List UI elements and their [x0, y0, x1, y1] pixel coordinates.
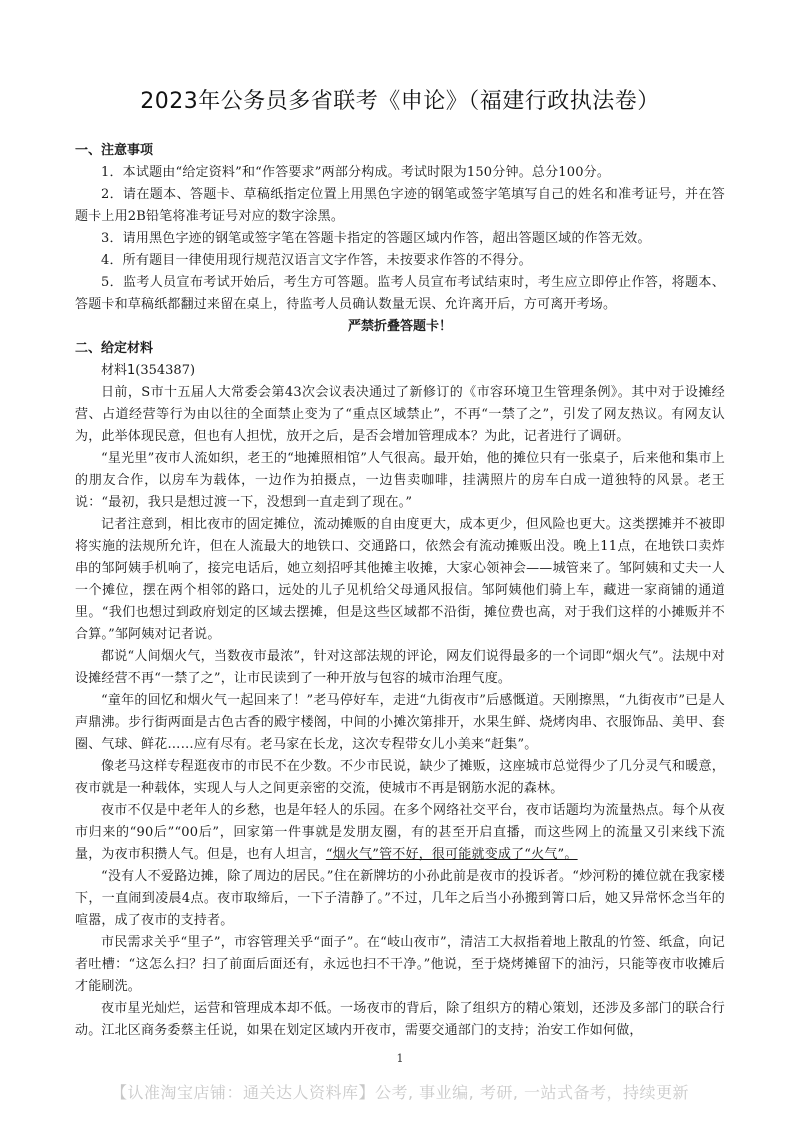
material-paragraph: 像老马这样专程逛夜市的市民不在少数。不少市民说，缺少了摊贩，这座城市总觉得少了几分灵气和暖意，夜市就是一种载体，实现人与人之间更亲密的交流，使城市不再是钢筋水泥的森林。: [75, 759, 725, 796]
material-label: 材料1: [101, 363, 136, 378]
page-title: 2023年公务员多省联考《申论》（福建行政执法卷）: [140, 89, 660, 114]
footer-watermark: 【认准淘宝店铺：通关达人资料库】公考, 事业编, 考研, 一站式备考，持续更新: [110, 1083, 690, 1102]
notice-item: 1．本试题由“给定资料”和“作答要求”两部分构成。考试时限为150分钟。总分100分。: [101, 165, 611, 180]
notice-item: 5．监考人员宣布考试开始后，考生方可答题。监考人员宣布考试结束时，考生应立即停止作答，将题本、答题卡和草稿纸都翻过来留在桌上，待监考人员确认数量无误、允许离开后，方可离开考场。: [75, 275, 725, 312]
material-paragraph: 日前，S市十五届人大常委会第43次会议表决通过了新修订的《市容环境卫生管理条例》。其中对于设摊经营、占道经营等行为由以往的全面禁止变为了“重点区域禁止”，不再“一禁了之”，引发了网友热议。有网友认为，此举体现民意，但也有人担忧，放开之后，是否会增加管理成本？为此，记者进行了调研。: [75, 385, 725, 444]
material-paragraph: “星光里”夜市人流如织，老王的“地摊照相馆”人气很高。最开始，他的摊位只有一张桌子，后来他和集市上的朋友合作，以房车为载体，一边作为拍摄点，一边售卖咖啡，挂满照片的房车白成一道独特的风景。老王说：“最初，我只是想过渡一下，没想到一直走到了现在。”: [75, 451, 725, 510]
document-body: [75, 140, 725, 1042]
material-paragraph: 都说“人间烟火气，当数夜市最浓”，针对这部法规的评论，网友们说得最多的一个词即“烟火气”。法规中对设摊经营不再“一禁了之”，让市民读到了一种开放与包容的城市治理气度。: [75, 649, 725, 686]
material-paragraph: [75, 800, 725, 866]
page-number: 1: [396, 1052, 404, 1065]
warning-text: 严禁折叠答题卡！: [347, 319, 452, 334]
material-title: [75, 360, 725, 382]
material-paragraph: 市民需求关乎“里子”，市容管理关乎“面子”。在“岐山夜市”，清洁工大叔指着地上散乱的竹签、纸盒，向记者吐槽：“这怎么扫？扫了前面后面还有，永远也扫不干净。”他说，至于烧烤摊留下的油污，只能等夜市收摊后才能刷洗。: [75, 935, 725, 994]
notice-item: 4．所有题目一律使用现行规范汉语言文字作答，未按要求作答的不得分。: [101, 253, 532, 268]
material-paragraph: “没有人不爱路边摊，除了周边的居民。”住在新牌坊的小孙此前是夜市的投诉者。“炒河粉的摊位就在我家楼下，一直闹到凌晨4点。夜市取缔后，一下子清静了。”不过，几年之后当小孙搬到箐口后，她又异常怀念当年的喧嚣，成了夜市的支持者。: [75, 869, 725, 928]
material-paragraph: 夜市星光灿烂，运营和管理成本却不低。一场夜市的背后，除了组织方的精心策划，还涉及多部门的联合行动。江北区商务委蔡主任说，如果在划定区域内开夜市，需要交通部门的支持；治安工作如何做，: [75, 1001, 725, 1038]
material-id: (354387): [135, 363, 196, 378]
materials-heading: 二、给定材料: [75, 341, 154, 356]
notice-heading: 一、注意事项: [75, 143, 154, 158]
material-paragraph: 记者注意到，相比夜市的固定摊位，流动摊贩的自由度更大，成本更少，但风险也更大。这类摆摊并不被即将实施的法规所允许，但在人流最大的地铁口、交通路口，依然会有流动摊贩出没。晚上11点，在地铁口卖炸串的邹阿姨手机响了，接完电话后，她立刻招呼其他摊主收摊，大家心领神会——城管来了。邹阿姨和丈夫一人一个摊位，摆在两个相邻的路口，远处的儿子见机给父母通风报信。邹阿姨他们骑上车，藏进一家商铺的通道里。“我们也想过到政府划定的区域去摆摊，但是这些区域都不沿街，摊位费也高，对于我们这样的小摊贩并不合算。”邹阿姨对记者说。: [75, 517, 725, 642]
notice-item: 2．请在题本、答题卡、草稿纸指定位置上用黑色字迹的钢笔或签字笔填写自己的姓名和准考证号，并在答题卡上用2B铅笔将准考证号对应的数字涂黑。: [75, 187, 725, 224]
underlined-text: “烟火气”管不好，很可能就变成了“火气”。: [325, 847, 578, 862]
notice-item: 3．请用黑色字迹的钢笔或签字笔在答题卡指定的答题区域内作答，超出答题区域的作答无效。: [101, 231, 651, 246]
material-paragraph: “童年的回忆和烟火气一起回来了！”老马停好车，走进“九街夜市”后感慨道。天刚擦黑，“九街夜市”已是人声鼎沸。步行街两面是古色古香的殿宇楼阁，中间的小摊次第排开，水果生鲜、烧烤肉串、衣服饰品、美甲、套圈、气球、鲜花……应有尽有。老马家在长龙，这次专程带女儿小美来“赶集”。: [75, 693, 725, 752]
paragraph-text: 夜市不仅是中老年人的乡愁，也是年轻人的乐园。在多个网络社交平台，夜市话题均为流量热点。每个从夜市归来的“90后”“00后”，回家第一件事就是发朋友圈，有的甚至开启直播，而这些网上的流量又引来线下流量，为夜市积攒人气。但是，也有人坦言，: [75, 803, 725, 862]
